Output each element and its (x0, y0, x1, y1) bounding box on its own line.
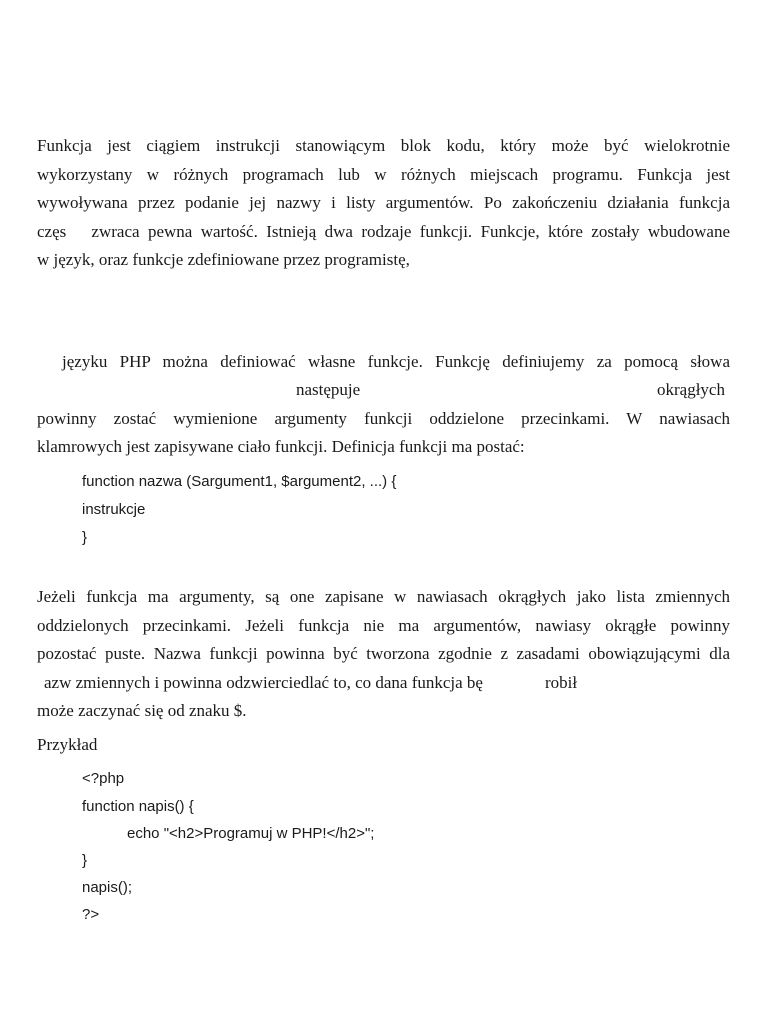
text-line: w język, oraz funkcje zdefiniowane przez programistę, (37, 250, 410, 269)
code-line: napis(); (82, 879, 133, 896)
text-fragment: okrągłych (657, 380, 725, 399)
text-line: częs zwraca pewna wartość. Istnieją dwa rodzaje funkcji. Funkcje, które zostały wbudowane (37, 222, 730, 241)
code-line: instrukcje (82, 501, 146, 518)
code-line: <?php (82, 770, 125, 787)
text-fragment: robił (545, 673, 578, 692)
text-line: pozostać puste. Nazwa funkcji powinna być tworzona zgodnie z zasadami obowiązującymi dla (37, 644, 730, 663)
code-line: } (82, 852, 88, 869)
text-line: może zaczynać się od znaku $. (37, 701, 247, 720)
text-line: Jeżeli funkcja ma argumenty, są one zapisane w nawiasach okrągłych jako lista zmiennych (37, 587, 730, 606)
text-fragment: następuje (296, 380, 361, 399)
code-line: ?> (82, 906, 100, 923)
text-line: wywoływana przez podanie jej nazwy i listy argumentów. Po zakończeniu działania funkcja (37, 193, 730, 212)
code-line: } (82, 529, 88, 546)
example-heading: Przykład (37, 735, 98, 754)
text-fragment: azw zmiennych i powinna odzwierciedlać to, co dana funkcja bę (44, 673, 483, 692)
text-line: wykorzystany w różnych programach lub w różnych miejscach programu. Funkcja jest (37, 165, 730, 184)
text-line: klamrowych jest zapisywane ciało funkcji. Definicja funkcji ma postać: (37, 437, 525, 456)
text-line: języku PHP można definiować własne funkcje. Funkcję definiujemy za pomocą słowa (62, 352, 730, 371)
text-line: oddzielonych przecinkami. Jeżeli funkcja nie ma argumentów, nawiasy okrągłe powinny (37, 616, 730, 635)
code-line: function nazwa (Sargument1, $argument2, ...) { (82, 473, 397, 490)
code-line: echo "<h2>Programuj w PHP!</h2>"; (127, 825, 375, 842)
text-line: powinny zostać wymienione argumenty funkcji oddzielone przecinkami. W nawiasach (37, 409, 730, 428)
text-line: Funkcja jest ciągiem instrukcji stanowiącym blok kodu, który może być wielokrotnie (37, 136, 730, 155)
code-line: function napis() { (82, 798, 194, 815)
